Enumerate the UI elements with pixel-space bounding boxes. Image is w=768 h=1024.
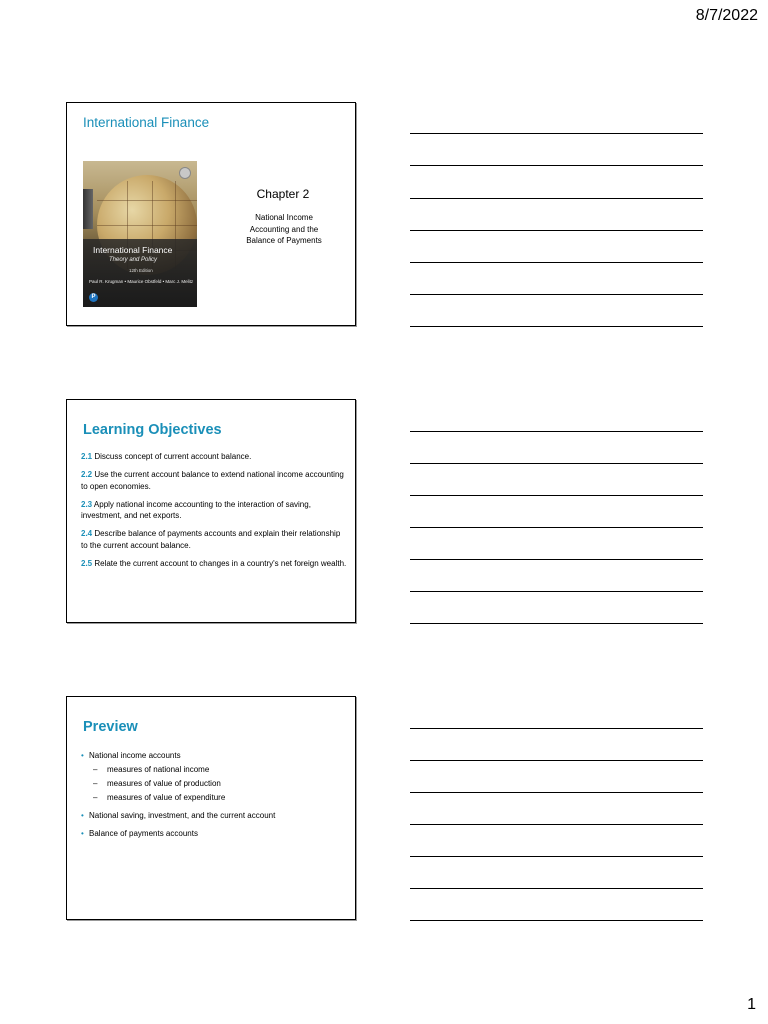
preview-item-text: National income accounts: [89, 751, 181, 760]
preview-subitem: [93, 777, 347, 791]
note-line: [410, 463, 703, 464]
edition-badge-icon: [179, 167, 191, 179]
objective-text: Describe balance of payments accounts and explain their relationship to the current account balance.: [81, 529, 341, 550]
preview-item: [81, 749, 347, 805]
preview-subitem-text: measures of value of production: [107, 779, 221, 788]
note-line: [410, 623, 703, 624]
preview-item: [81, 809, 347, 823]
objective-text: Use the current account balance to extend national income accounting to open economies.: [81, 470, 344, 491]
bullet-icon: •: [81, 811, 84, 820]
preview-list: [81, 749, 347, 841]
slide-learning-objectives: [66, 399, 356, 623]
slide-title: [66, 102, 356, 326]
note-line: [410, 431, 703, 432]
objective-item: [81, 499, 347, 522]
cover-authors: Paul R. Krugman • Maurice Obstfeld • Marc J. Melitz: [89, 279, 194, 284]
note-line: [410, 856, 703, 857]
objective-item: [81, 469, 347, 492]
preview-item: [81, 827, 347, 841]
note-line: [410, 559, 703, 560]
bullet-icon: •: [81, 829, 84, 838]
preview-subitem-text: measures of value of expenditure: [107, 793, 226, 802]
note-line: [410, 920, 703, 921]
objective-text: Relate the current account to changes in a country's net foreign wealth.: [92, 558, 347, 568]
note-line: [410, 527, 703, 528]
objective-number: 2.3: [81, 499, 93, 509]
objective-text: Discuss concept of current account balance.: [92, 452, 252, 461]
dash-icon: –: [93, 765, 98, 774]
objective-number: 2.2: [81, 470, 93, 479]
page-number: 1: [747, 996, 756, 1013]
objective-item: [81, 528, 347, 551]
note-line: [410, 198, 703, 199]
slide-heading: Learning Objectives: [83, 422, 222, 438]
bullet-icon: •: [81, 751, 84, 760]
preview-subitem: [93, 791, 347, 805]
objective-number: 2.4: [81, 529, 93, 538]
note-line: [410, 760, 703, 761]
note-line: [410, 728, 703, 729]
objective-number: 2.5: [81, 558, 93, 568]
preview-item-text: Balance of payments accounts: [89, 829, 198, 838]
preview-subitem-text: measures of national income: [107, 765, 210, 774]
cover-pens-graphic: [83, 189, 93, 229]
objective-number: 2.1: [81, 452, 93, 461]
book-cover-image: [83, 161, 197, 307]
cover-subtitle: Theory and Policy: [109, 257, 158, 263]
note-line: [410, 792, 703, 793]
dash-icon: –: [93, 779, 98, 788]
preview-sublist: [89, 763, 347, 805]
note-line: [410, 824, 703, 825]
note-line: [410, 133, 703, 134]
slide-heading: Preview: [83, 719, 138, 735]
slide-heading: International Finance: [83, 115, 210, 130]
note-line: [410, 230, 703, 231]
cover-title: International Finance: [93, 245, 173, 255]
page-date: 8/7/2022: [695, 7, 758, 24]
note-line: [410, 888, 703, 889]
note-line: [410, 326, 703, 327]
preview-subitem: [93, 763, 347, 777]
publisher-logo-icon: P: [89, 293, 98, 302]
preview-item-text: National saving, investment, and the current account: [89, 811, 276, 820]
objective-item: [81, 451, 347, 463]
note-line: [410, 294, 703, 295]
objective-text: Apply national income accounting to the interaction of saving, investment, and net exports.: [81, 499, 311, 520]
note-line: [410, 262, 703, 263]
cover-edition: 12th Edition: [129, 268, 153, 273]
note-line: [410, 165, 703, 166]
slide-preview: [66, 696, 356, 920]
chapter-description: National Income Accounting and the Balance of Payments: [246, 213, 322, 245]
chapter-title: Chapter 2: [256, 187, 310, 201]
note-line: [410, 591, 703, 592]
note-line: [410, 495, 703, 496]
objectives-list: [81, 451, 347, 576]
dash-icon: –: [93, 793, 98, 802]
objective-item: [81, 558, 347, 570]
